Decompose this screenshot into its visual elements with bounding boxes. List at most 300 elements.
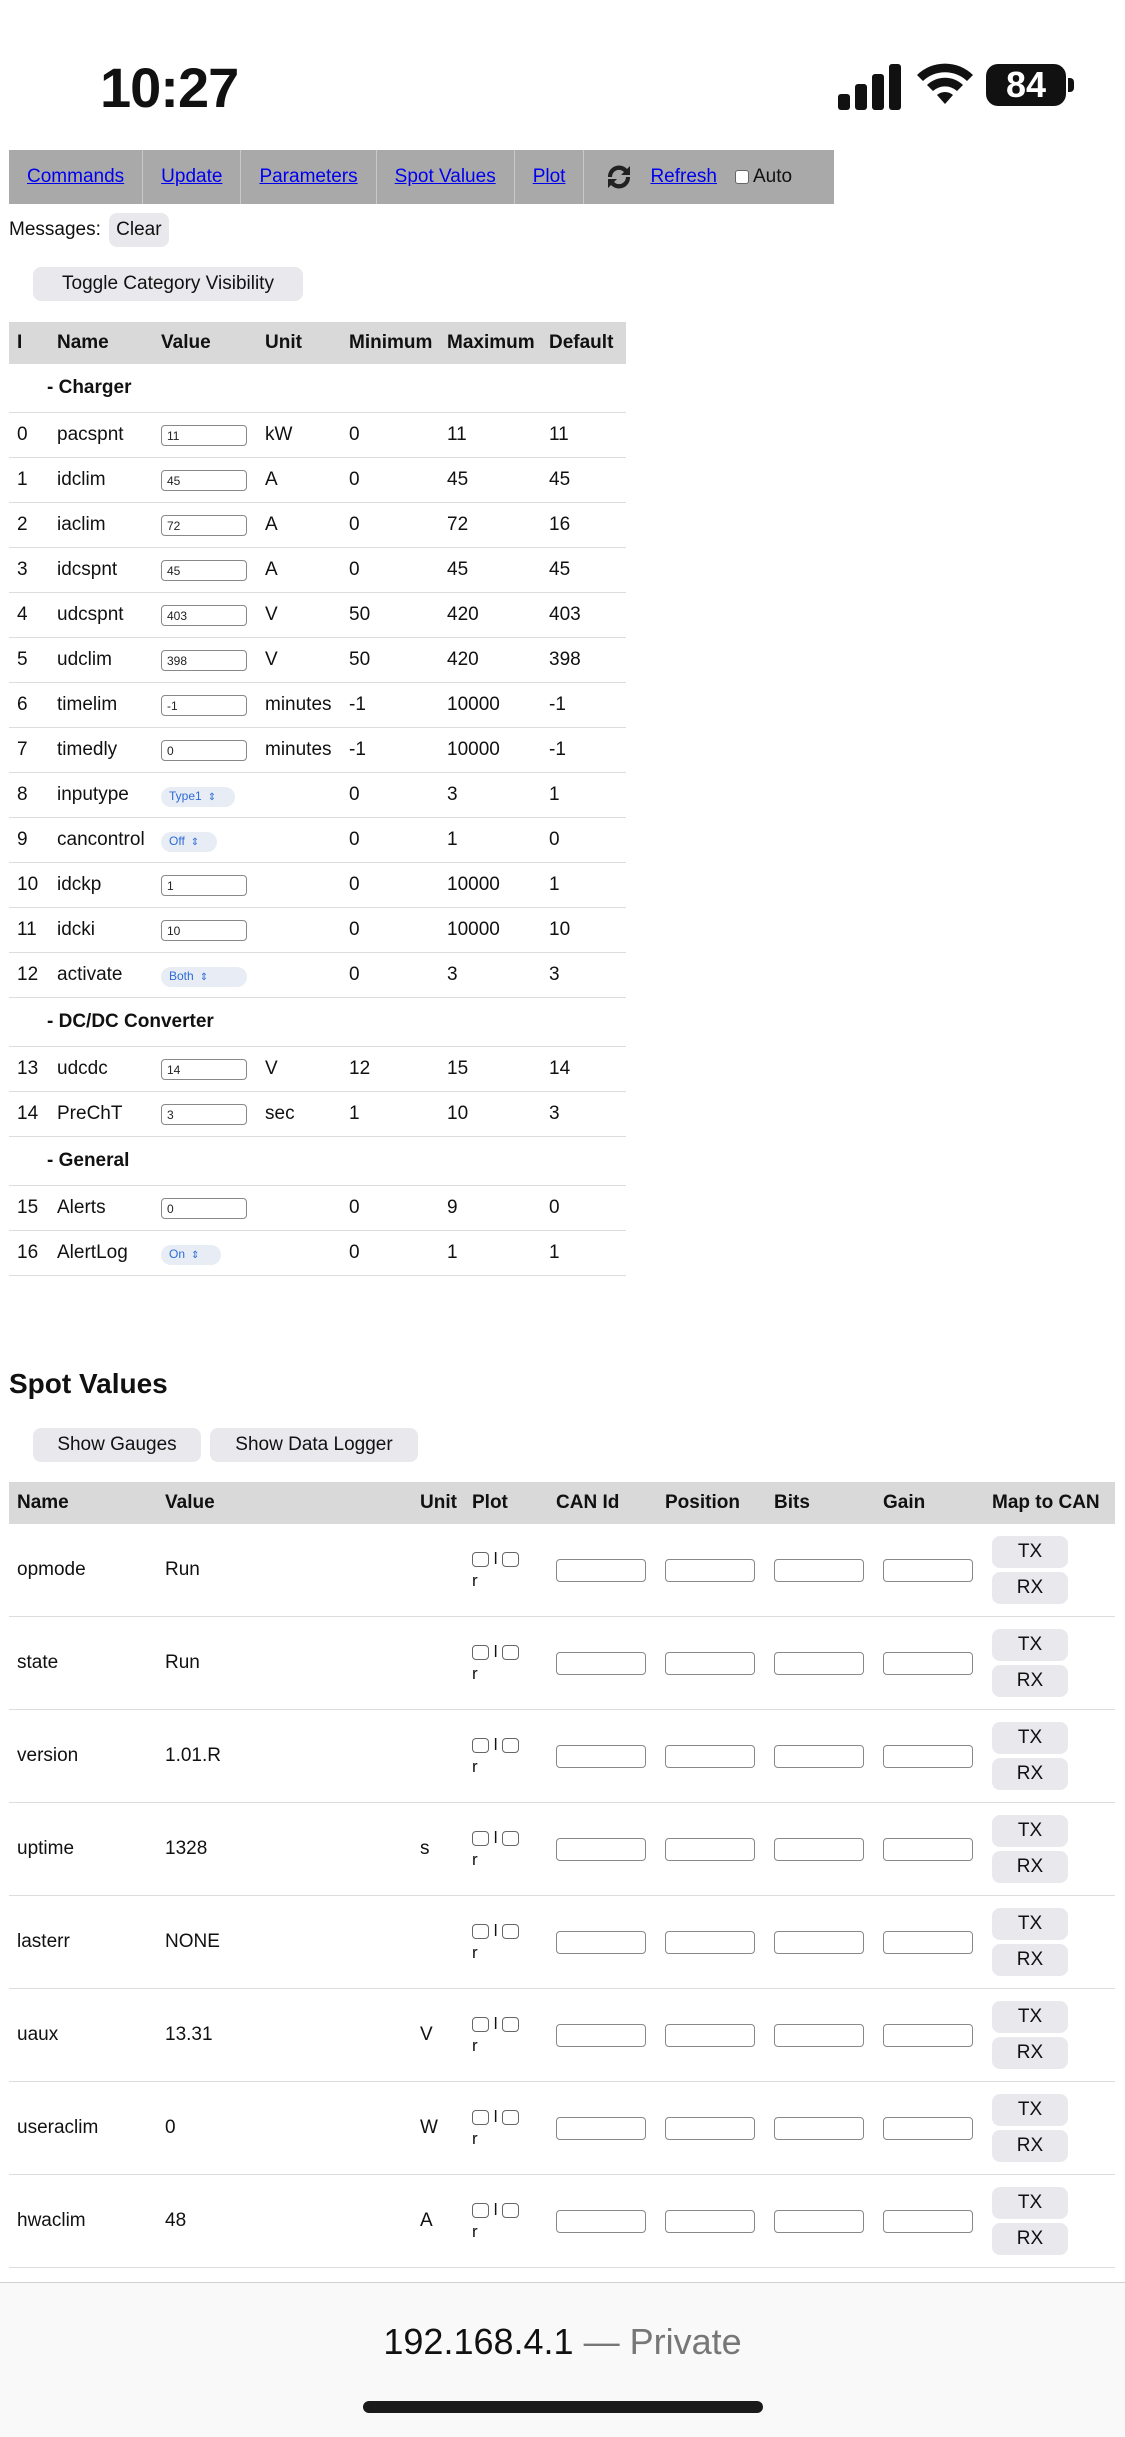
spot-value: 48: [157, 2175, 412, 2268]
messages-bar: [9, 212, 169, 248]
tx-button[interactable]: TX: [992, 1815, 1068, 1847]
param-name: timedly: [49, 728, 153, 773]
plot-right-checkbox[interactable]: [502, 1552, 519, 1567]
param-unit: [257, 863, 341, 908]
param-minimum: 0: [341, 1231, 439, 1276]
param-default: -1: [541, 728, 626, 773]
auto-checkbox[interactable]: [735, 170, 749, 184]
bits-cell: [766, 1524, 875, 1617]
category-row[interactable]: [9, 1137, 626, 1186]
show-data-logger-button[interactable]: Show Data Logger: [210, 1428, 418, 1462]
map-to-can-cell: [984, 1524, 1115, 1617]
params-header-default: Default: [541, 322, 626, 364]
param-row: [9, 503, 626, 548]
param-value-cell: [153, 593, 257, 638]
spot-row: [9, 1524, 1115, 1617]
param-maximum: 11: [439, 413, 541, 458]
position-input[interactable]: [665, 1652, 755, 1675]
bits-input[interactable]: [774, 2210, 864, 2233]
spot-value: Run: [157, 1524, 412, 1617]
spot-plot-cell: [464, 1524, 548, 1617]
position-input[interactable]: [665, 1838, 755, 1861]
param-value-cell: [153, 908, 257, 953]
category-row[interactable]: [9, 364, 626, 413]
tx-button[interactable]: TX: [992, 2187, 1068, 2219]
rx-button[interactable]: RX: [992, 2037, 1068, 2069]
position-cell: [657, 1803, 766, 1896]
param-value-input[interactable]: 10: [161, 920, 247, 941]
param-default: 3: [541, 953, 626, 998]
spot-header-value: Value: [157, 1482, 412, 1524]
nav-refresh: [584, 150, 810, 204]
map-to-can-buttons: [992, 2094, 1115, 2162]
param-select-value: On: [169, 1246, 186, 1261]
spot-name: version: [9, 1710, 157, 1803]
nav-bar: [9, 150, 834, 204]
nav-link-parameters[interactable]: Parameters: [259, 166, 358, 187]
plot-right-checkbox[interactable]: [502, 1924, 519, 1939]
param-name: Alerts: [49, 1186, 153, 1231]
param-minimum: 12: [341, 1047, 439, 1092]
param-default: 398: [541, 638, 626, 683]
chevron-updown-icon: ⇕: [190, 836, 200, 848]
param-value-input[interactable]: 0: [161, 740, 247, 761]
plot-r-label: r: [472, 1943, 478, 1962]
param-default: 3: [541, 1092, 626, 1137]
spot-row: [9, 1617, 1115, 1710]
param-name: iaclim: [49, 503, 153, 548]
param-row: [9, 548, 626, 593]
param-name: pacspnt: [49, 413, 153, 458]
bits-input[interactable]: [774, 1652, 864, 1675]
can-id-input[interactable]: [556, 2210, 646, 2233]
param-row: [9, 818, 626, 863]
param-minimum: 50: [341, 593, 439, 638]
can-id-input[interactable]: [556, 1559, 646, 1582]
spot-values-table: [9, 1482, 1115, 2268]
spot-header-row: [9, 1482, 1115, 1524]
spot-header-position: Position: [657, 1482, 766, 1524]
spot-unit: s: [412, 1803, 464, 1896]
plot-r-label: r: [472, 1571, 478, 1590]
spot-plot-cell: [464, 1803, 548, 1896]
param-name: idcspnt: [49, 548, 153, 593]
param-name: idcki: [49, 908, 153, 953]
params-header-value: Value: [153, 322, 257, 364]
param-value-cell: [153, 728, 257, 773]
gain-input[interactable]: [883, 1838, 973, 1861]
param-value-input[interactable]: 11: [161, 425, 247, 446]
param-maximum: 1: [439, 818, 541, 863]
bits-input[interactable]: [774, 1559, 864, 1582]
param-value-cell: [153, 1186, 257, 1231]
param-select-value: Both: [169, 968, 194, 983]
plot-left-checkbox[interactable]: [472, 2203, 489, 2218]
param-maximum: 3: [439, 953, 541, 998]
nav-commands: [9, 150, 143, 204]
param-name: idclim: [49, 458, 153, 503]
nav-link-spot-values[interactable]: Spot Values: [394, 166, 496, 187]
clock: 10:27: [100, 56, 239, 119]
rx-button[interactable]: RX: [992, 2130, 1068, 2162]
tx-button[interactable]: TX: [992, 1536, 1068, 1568]
can-id-cell: [548, 1989, 657, 2082]
bits-cell: [766, 1710, 875, 1803]
messages-label: Messages:: [9, 219, 101, 240]
plot-separator: l: [493, 1921, 498, 1940]
refresh-link[interactable]: Refresh: [650, 166, 717, 187]
param-value-input[interactable]: -1: [161, 695, 247, 716]
plot-separator: l: [493, 1828, 498, 1847]
can-id-input[interactable]: [556, 1745, 646, 1768]
param-maximum: 3: [439, 773, 541, 818]
param-unit: kW: [257, 413, 341, 458]
param-name: timelim: [49, 683, 153, 728]
param-row: [9, 1092, 626, 1137]
param-value-cell: [153, 1047, 257, 1092]
param-name: PreChT: [49, 1092, 153, 1137]
parameters-table: [9, 322, 626, 1276]
spot-values-title: Spot Values: [9, 1368, 168, 1399]
param-value-cell: [153, 818, 257, 863]
gain-input[interactable]: [883, 1559, 973, 1582]
plot-left-checkbox[interactable]: [472, 2110, 489, 2125]
plot-r-label: r: [472, 2222, 478, 2241]
position-input[interactable]: [665, 2024, 755, 2047]
param-index: 2: [9, 503, 49, 548]
map-to-can-buttons: [992, 1536, 1115, 1604]
plot-separator: l: [493, 2200, 498, 2219]
bits-input[interactable]: [774, 1745, 864, 1768]
tx-button[interactable]: TX: [992, 1908, 1068, 1940]
param-value-cell: [153, 1092, 257, 1137]
plot-right-checkbox[interactable]: [502, 1738, 519, 1753]
param-default: 11: [541, 413, 626, 458]
can-id-cell: [548, 2082, 657, 2175]
spot-unit: [412, 1617, 464, 1710]
param-value-input[interactable]: 403: [161, 605, 247, 626]
param-unit: V: [257, 593, 341, 638]
gain-input[interactable]: [883, 2210, 973, 2233]
param-index: 14: [9, 1092, 49, 1137]
param-value-select[interactable]: [161, 967, 247, 987]
param-default: 0: [541, 818, 626, 863]
spot-name: uaux: [9, 1989, 157, 2082]
spot-header-can-id: CAN Id: [548, 1482, 657, 1524]
tx-button[interactable]: TX: [992, 1722, 1068, 1754]
param-name: activate: [49, 953, 153, 998]
param-name: udcdc: [49, 1047, 153, 1092]
param-minimum: 0: [341, 548, 439, 593]
category-label: - Charger: [9, 364, 626, 413]
spot-row: [9, 1803, 1115, 1896]
gain-input[interactable]: [883, 1652, 973, 1675]
plot-right-checkbox[interactable]: [502, 1831, 519, 1846]
map-to-can-buttons: [992, 2001, 1115, 2069]
spot-header-map-to-can: Map to CAN: [984, 1482, 1115, 1524]
tx-button[interactable]: TX: [992, 2094, 1068, 2126]
param-value-input[interactable]: 1: [161, 875, 247, 896]
chevron-updown-icon: ⇕: [191, 1249, 200, 1261]
map-to-can-cell: [984, 1803, 1115, 1896]
param-name: inputype: [49, 773, 153, 818]
tx-button[interactable]: TX: [992, 1629, 1068, 1661]
spot-value: 13.31: [157, 1989, 412, 2082]
param-minimum: -1: [341, 728, 439, 773]
plot-left-checkbox[interactable]: [472, 1552, 489, 1567]
chevron-updown-icon: ⇕: [207, 791, 217, 803]
spot-name: opmode: [9, 1524, 157, 1617]
plot-r-label: r: [472, 2036, 478, 2055]
param-minimum: 0: [341, 908, 439, 953]
param-maximum: 420: [439, 638, 541, 683]
plot-right-checkbox[interactable]: [502, 2203, 519, 2218]
battery-tip: [1068, 78, 1074, 92]
param-minimum: 0: [341, 863, 439, 908]
bits-input[interactable]: [774, 1838, 864, 1861]
param-index: 7: [9, 728, 49, 773]
rx-button[interactable]: RX: [992, 1572, 1068, 1604]
param-row: [9, 953, 626, 998]
position-cell: [657, 1524, 766, 1617]
url-host: 192.168.4.1: [383, 2321, 574, 2362]
rx-button[interactable]: RX: [992, 2223, 1068, 2255]
param-maximum: 10: [439, 1092, 541, 1137]
gain-input[interactable]: [883, 1745, 973, 1768]
param-row: [9, 863, 626, 908]
param-name: udclim: [49, 638, 153, 683]
rx-button[interactable]: RX: [992, 1665, 1068, 1697]
param-value-select[interactable]: [161, 1245, 221, 1265]
params-header-maximum: Maximum: [439, 322, 541, 364]
spot-name: state: [9, 1617, 157, 1710]
bits-input[interactable]: [774, 2024, 864, 2047]
param-default: 14: [541, 1047, 626, 1092]
param-value-cell: [153, 458, 257, 503]
spot-header-name: Name: [9, 1482, 157, 1524]
spot-plot-cell: [464, 2175, 548, 2268]
spot-name: useraclim: [9, 2082, 157, 2175]
can-id-cell: [548, 1803, 657, 1896]
rx-button[interactable]: RX: [992, 1851, 1068, 1883]
gain-cell: [875, 1617, 984, 1710]
map-to-can-cell: [984, 1896, 1115, 1989]
rx-button[interactable]: RX: [992, 1758, 1068, 1790]
plot-left-checkbox[interactable]: [472, 1645, 489, 1660]
param-value-input[interactable]: 45: [161, 470, 247, 491]
param-unit: [257, 1186, 341, 1231]
param-value-input[interactable]: 398: [161, 650, 247, 671]
map-to-can-cell: [984, 1710, 1115, 1803]
param-minimum: 0: [341, 413, 439, 458]
param-row: [9, 683, 626, 728]
param-index: 13: [9, 1047, 49, 1092]
can-id-input[interactable]: [556, 2024, 646, 2047]
param-value-cell: [153, 638, 257, 683]
param-unit: minutes: [257, 728, 341, 773]
spot-plot-cell: [464, 1896, 548, 1989]
plot-separator: l: [493, 1549, 498, 1568]
param-maximum: 72: [439, 503, 541, 548]
position-input[interactable]: [665, 1745, 755, 1768]
gain-cell: [875, 1710, 984, 1803]
bits-cell: [766, 1896, 875, 1989]
param-default: -1: [541, 683, 626, 728]
param-unit: sec: [257, 1092, 341, 1137]
map-to-can-cell: [984, 2082, 1115, 2175]
position-cell: [657, 1989, 766, 2082]
param-index: 8: [9, 773, 49, 818]
clear-button[interactable]: Clear: [109, 213, 169, 247]
spot-header-plot: Plot: [464, 1482, 548, 1524]
category-row[interactable]: [9, 998, 626, 1047]
refresh-icon[interactable]: [602, 160, 636, 194]
param-default: 16: [541, 503, 626, 548]
params-header-index: I: [9, 322, 49, 364]
spot-row: [9, 2175, 1115, 2268]
param-value-input[interactable]: 45: [161, 560, 247, 581]
plot-r-label: r: [472, 1757, 478, 1776]
plot-right-checkbox[interactable]: [502, 2110, 519, 2125]
param-index: 6: [9, 683, 49, 728]
spot-row: [9, 2082, 1115, 2175]
param-value-select[interactable]: [161, 832, 217, 852]
gain-cell: [875, 1524, 984, 1617]
spot-plot-cell: [464, 1710, 548, 1803]
bits-cell: [766, 2082, 875, 2175]
gain-cell: [875, 1803, 984, 1896]
param-maximum: 45: [439, 548, 541, 593]
position-input[interactable]: [665, 2117, 755, 2140]
bits-input[interactable]: [774, 2117, 864, 2140]
map-to-can-buttons: [992, 1629, 1115, 1697]
param-row: [9, 908, 626, 953]
position-input[interactable]: [665, 2210, 755, 2233]
param-unit: A: [257, 503, 341, 548]
can-id-input[interactable]: [556, 1652, 646, 1675]
plot-separator: l: [493, 2107, 498, 2126]
gain-input[interactable]: [883, 2024, 973, 2047]
param-default: 45: [541, 458, 626, 503]
spot-row: [9, 1710, 1115, 1803]
position-cell: [657, 2175, 766, 2268]
plot-separator: l: [493, 1735, 498, 1754]
param-default: 10: [541, 908, 626, 953]
spot-name: uptime: [9, 1803, 157, 1896]
gain-cell: [875, 2175, 984, 2268]
param-default: 1: [541, 863, 626, 908]
plot-left-checkbox[interactable]: [472, 2017, 489, 2032]
tx-button[interactable]: TX: [992, 2001, 1068, 2033]
param-maximum: 10000: [439, 728, 541, 773]
spot-unit: A: [412, 2175, 464, 2268]
param-maximum: 9: [439, 1186, 541, 1231]
rx-button[interactable]: RX: [992, 1944, 1068, 1976]
param-name: AlertLog: [49, 1231, 153, 1276]
chevron-updown-icon: ⇕: [199, 971, 209, 983]
param-unit: minutes: [257, 683, 341, 728]
param-row: [9, 1231, 626, 1276]
gain-input[interactable]: [883, 1931, 973, 1954]
param-value-cell: [153, 773, 257, 818]
param-value-input[interactable]: 3: [161, 1104, 247, 1125]
bits-cell: [766, 1803, 875, 1896]
show-gauges-button[interactable]: Show Gauges: [33, 1428, 201, 1462]
param-name: idckp: [49, 863, 153, 908]
nav-parameters: [241, 150, 376, 204]
param-value-input[interactable]: 72: [161, 515, 247, 536]
param-select-value: Off: [169, 833, 185, 848]
gain-cell: [875, 1989, 984, 2082]
bits-cell: [766, 1617, 875, 1710]
params-header-minimum: Minimum: [341, 322, 439, 364]
nav-spot-values: [377, 150, 515, 204]
address-bar[interactable]: [0, 2321, 1125, 2363]
bits-input[interactable]: [774, 1931, 864, 1954]
plot-left-checkbox[interactable]: [472, 1738, 489, 1753]
gain-input[interactable]: [883, 2117, 973, 2140]
plot-separator: l: [493, 1642, 498, 1661]
param-unit: [257, 953, 341, 998]
params-header-row: [9, 322, 626, 364]
position-input[interactable]: [665, 1931, 755, 1954]
gain-cell: [875, 1896, 984, 1989]
param-row: [9, 458, 626, 503]
param-minimum: 0: [341, 1186, 439, 1231]
param-row: [9, 1047, 626, 1092]
spot-unit: [412, 1896, 464, 1989]
param-unit: A: [257, 458, 341, 503]
position-cell: [657, 1710, 766, 1803]
param-index: 15: [9, 1186, 49, 1231]
can-id-input[interactable]: [556, 1838, 646, 1861]
spot-header-unit: Unit: [412, 1482, 464, 1524]
spot-unit: [412, 1524, 464, 1617]
param-value-input[interactable]: 0: [161, 1198, 247, 1219]
nav-link-update[interactable]: Update: [161, 166, 223, 187]
plot-r-label: r: [472, 2129, 478, 2148]
position-input[interactable]: [665, 1559, 755, 1582]
param-default: 1: [541, 773, 626, 818]
can-id-cell: [548, 2175, 657, 2268]
plot-right-checkbox[interactable]: [502, 2017, 519, 2032]
can-id-input[interactable]: [556, 2117, 646, 2140]
nav-link-commands[interactable]: Commands: [27, 166, 125, 187]
param-value-cell: [153, 413, 257, 458]
param-value-select[interactable]: [161, 787, 235, 807]
spot-plot-cell: [464, 1989, 548, 2082]
param-unit: [257, 818, 341, 863]
plot-left-checkbox[interactable]: [472, 1831, 489, 1846]
param-value-input[interactable]: 14: [161, 1059, 247, 1080]
can-id-input[interactable]: [556, 1931, 646, 1954]
param-unit: V: [257, 1047, 341, 1092]
wifi-icon: [916, 60, 974, 108]
nav-link-plot[interactable]: Plot: [532, 166, 566, 187]
toggle-category-visibility-button[interactable]: Toggle Category Visibility: [33, 267, 303, 301]
param-unit: A: [257, 548, 341, 593]
param-minimum: 0: [341, 503, 439, 548]
spot-row: [9, 1989, 1115, 2082]
param-index: 16: [9, 1231, 49, 1276]
plot-right-checkbox[interactable]: [502, 1645, 519, 1660]
spot-name: hwaclim: [9, 2175, 157, 2268]
spot-value: 0: [157, 2082, 412, 2175]
plot-left-checkbox[interactable]: [472, 1924, 489, 1939]
param-minimum: 50: [341, 638, 439, 683]
can-id-cell: [548, 1710, 657, 1803]
bits-cell: [766, 2175, 875, 2268]
